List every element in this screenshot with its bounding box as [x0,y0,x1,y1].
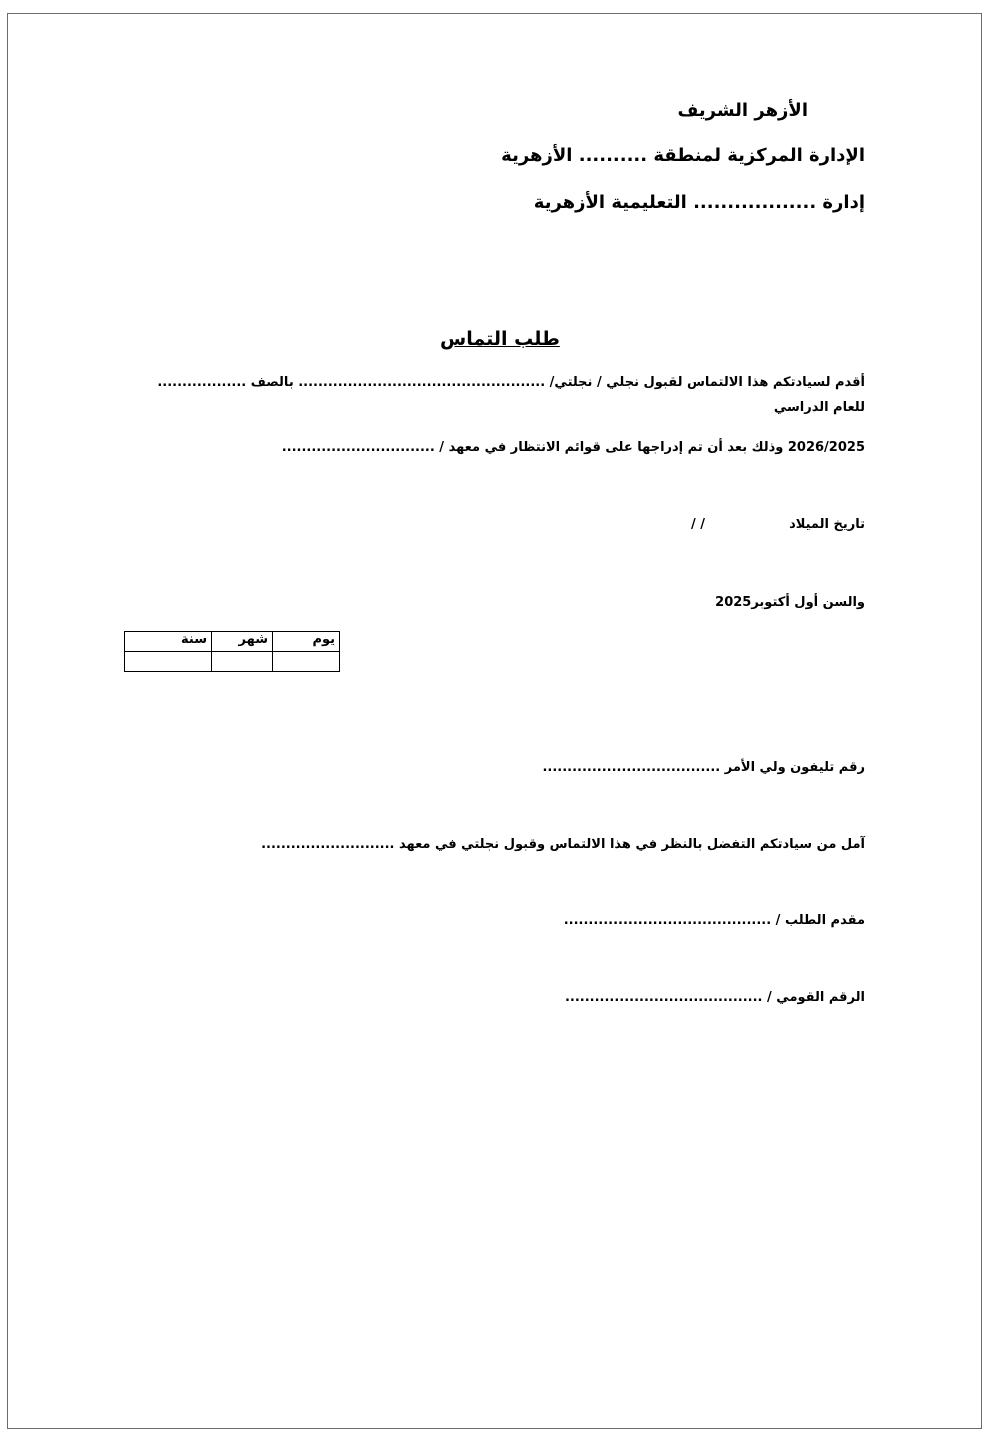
form-title: طلب التماس [440,328,560,350]
age-table-header-year: سنة [125,632,212,652]
request-line: أقدم لسيادتكم هذا الالتماس لقبول نجلي / نجلتي/ .................................................. بالصف .................. [157,375,865,390]
age-table-header-row [125,632,340,652]
national-id-line: الرقم القومي / ........................................ [564,990,865,1005]
academic-year-label: للعام الدراسي [773,400,865,415]
age-table-year-cell [125,652,212,672]
age-table-day-cell [273,652,340,672]
age-table-value-row [125,652,340,672]
guardian-phone-line: رقم تليفون ولي الأمر .................................... [542,760,865,775]
age-table [124,631,340,672]
age-on-october-line: والسن أول أكتوبر2025 [715,595,865,610]
age-table-header-day: يوم [273,632,340,652]
birth-date-slashes: / / [690,517,705,532]
header-educational-administration: إدارة .................. التعليمية الأزهرية [533,192,865,213]
applicant-line: مقدم الطلب / .......................................... [563,913,865,928]
year-waiting-list-line: 2026/2025 وذلك بعد أن تم إدراجها على قوائم الانتظار في معهد / ............................... [281,440,865,455]
page-border [7,13,982,1429]
header-institution: الأزهر الشريف [677,100,808,121]
birth-date-label: تاريخ الميلاد [789,517,865,532]
appeal-line: آمل من سيادتكم التفضل بالنظر في هذا الالتماس وقبول نجلتي في معهد ........................... [261,837,865,852]
age-table-month-cell [212,652,273,672]
header-central-administration: الإدارة المركزية لمنطقة .......... الأزهرية [501,145,865,166]
age-table-header-month: شهر [212,632,273,652]
